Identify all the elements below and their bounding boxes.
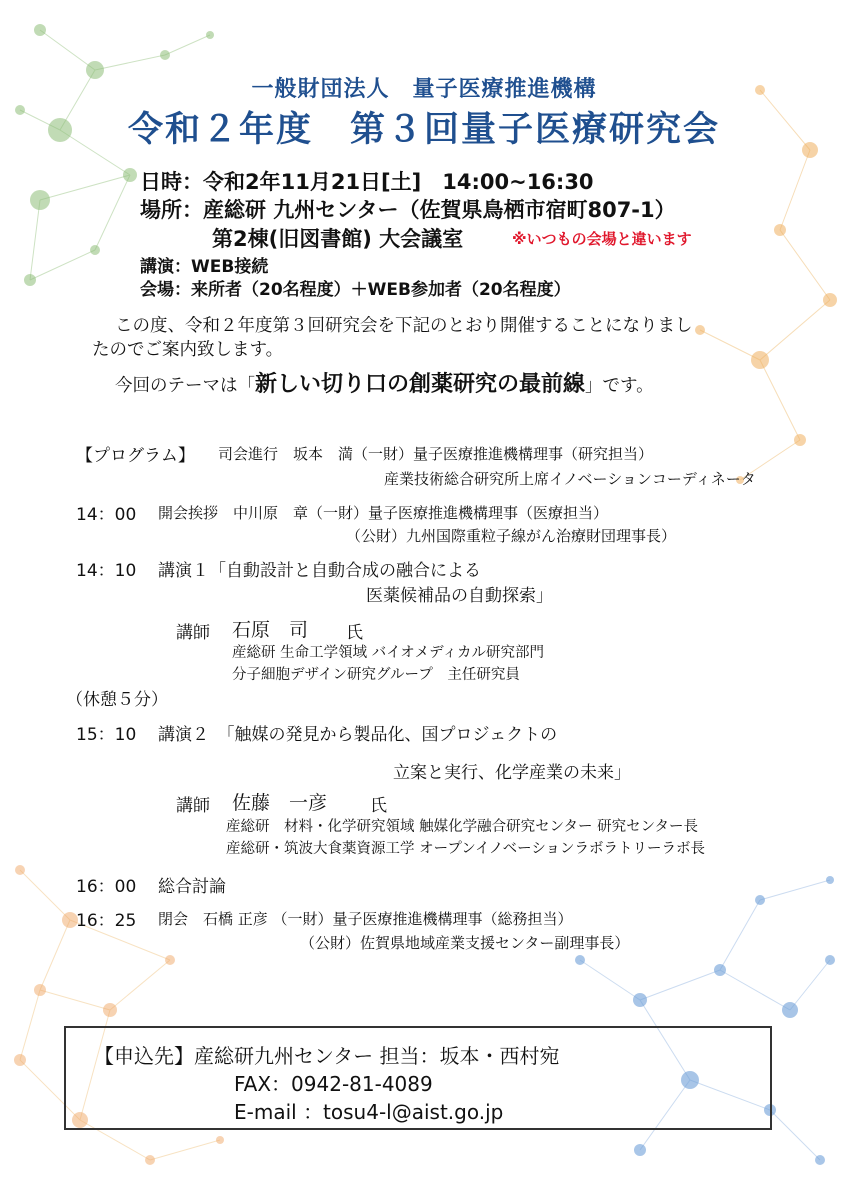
intro-line-1: この度、令和２年度第３回研究会を下記のとおり開催することになりまし <box>115 316 693 336</box>
break-notice: （休憩５分） <box>66 690 168 710</box>
intro-line-2: たのでご案内致します。 <box>92 340 284 360</box>
closing-address-affiliation: （公財）佐賀県地域産業支援センター副理事長） <box>300 934 630 952</box>
lecturer-label: 講師 <box>176 796 210 816</box>
theme-suffix: 」です。 <box>585 376 654 396</box>
contact-box <box>64 1026 772 1130</box>
contact-email[interactable]: E-mail ：tosu4-l@aist.go.jp <box>234 1100 504 1124</box>
opening-address-affiliation: （公財）九州国際重粒子線がん治療財団理事長） <box>346 527 677 545</box>
contact-fax: FAX：0942-81-4089 <box>234 1072 433 1096</box>
lecture-2-title-cont: 立案と実行、化学産業の未来」 <box>393 763 631 783</box>
closing-address: 閉会 石橋 正彦 （一財）量子医療推進機構理事（総務担当） <box>158 910 573 928</box>
theme-prefix: 今回のテーマは「 <box>115 376 255 396</box>
program-heading: 【プログラム】 <box>76 446 195 466</box>
venue-capacity: 会場：来所者（20名程度）＋WEB参加者（20名程度） <box>140 280 571 300</box>
mc-line-2: 産業技術総合研究所上席イノベーションコーディネータ <box>384 470 756 488</box>
lecturer-2-name: 佐藤 一彦 <box>232 792 328 814</box>
lecturer-2-affiliation-1: 産総研 材料・化学研究領域 触媒化学融合研究センター 研究センター長 <box>226 819 699 835</box>
event-datetime: 日時：令和2年11月21日[土] 14:00~16:30 <box>140 170 594 194</box>
lecturer-2-affiliation-2: 産総研・筑波大食薬資源工学 オープンイノベーションラボラトリーラボ長 <box>226 841 706 857</box>
venue-change-note: ※いつもの会場と違います <box>512 230 692 248</box>
general-discussion: 総合討論 <box>158 877 226 897</box>
program-time: 14：00 <box>76 505 137 525</box>
lecturer-honorific: 氏 <box>346 623 363 643</box>
program-time: 16：25 <box>76 911 137 931</box>
lecture-1-title-cont: 医薬候補品の自動探索」 <box>366 586 553 606</box>
lecture-1-title: 講演１「自動設計と自動合成の融合による <box>158 561 481 581</box>
opening-address: 開会挨拶 中川原 章（一財）量子医療推進機構理事（医療担当） <box>158 504 609 522</box>
lecturer-1-affiliation-1: 産総研 生命工学領域 バイオメディカル研究部門 <box>232 645 544 661</box>
page-title: 令和２年度 第３回量子医療研究会 <box>127 110 720 150</box>
program-time: 14：10 <box>76 561 137 581</box>
event-room: 第2棟(旧図書館) 大会議室 <box>212 227 464 251</box>
program-time: 15：10 <box>76 725 137 745</box>
theme-title: 新しい切り口の創薬研究の最前線 <box>255 372 586 397</box>
lecture-mode: 講演：WEB接続 <box>140 257 269 277</box>
lecturer-1-name: 石原 司 <box>232 619 309 641</box>
organization-name: 一般財団法人 量子医療推進機構 <box>251 77 597 102</box>
lecturer-1-affiliation-2: 分子細胞デザイン研究グループ 主任研究員 <box>232 667 520 683</box>
program-time: 16：00 <box>76 877 137 897</box>
theme-line <box>115 367 654 398</box>
lecturer-label: 講師 <box>176 623 210 643</box>
event-place: 場所：産総研 九州センター（佐賀県鳥栖市宿町807-1） <box>140 198 676 222</box>
contact-applicant: 【申込先】産総研九州センター 担当：坂本・西村宛 <box>94 1044 560 1068</box>
lecturer-honorific: 氏 <box>370 796 387 816</box>
mc-line-1: 司会進行 坂本 満（一財）量子医療推進機構理事（研究担当） <box>218 445 654 463</box>
lecture-2-title: 講演２ 「触媒の発見から製品化、国プロジェクトの <box>158 725 558 745</box>
